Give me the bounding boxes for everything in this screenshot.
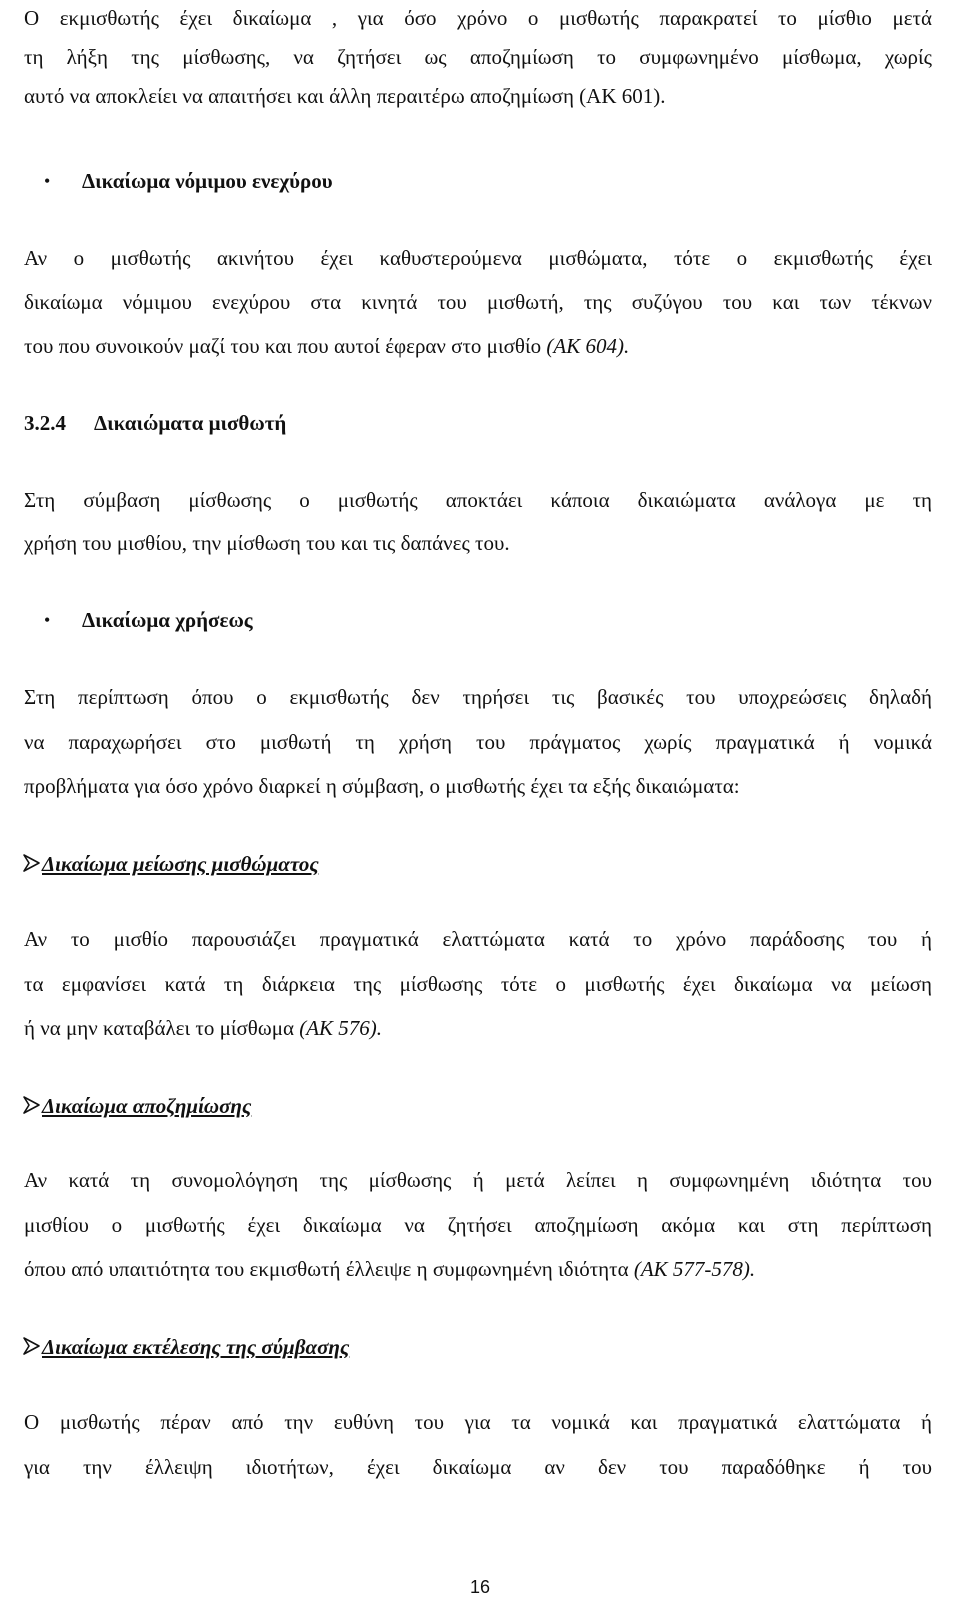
paragraph-line: Στη σύμβαση μίσθωσης ο μισθωτής αποκτάει κάποια δικαιώματα ανάλογα με τη: [24, 488, 932, 512]
paragraph-line: Στη περίπτωση όπου ο εκμισθωτής δεν τηρήσει τις βασικές του υποχρεώσεις δηλαδή: [24, 685, 932, 709]
paragraph-line: Αν το μισθίο παρουσιάζει πραγματικά ελαττώματα κατά το χρόνο παράδοσης του ή: [24, 927, 932, 951]
subsection-heading: Δικαίωμα αποζημίωσης: [42, 1094, 252, 1118]
bullet-heading: Δικαίωμα νόμιμου ενεχύρου: [82, 169, 333, 193]
section-heading: [24, 410, 932, 436]
paragraph-line: Αν κατά τη συνομολόγηση της μίσθωσης ή μετά λείπει η συμφωνημένη ιδιότητα του: [24, 1168, 932, 1192]
paragraph-line: δικαίωμα νόμιμου ενεχύρου στα κινητά του μισθωτή, της συζύγου του και των τέκνων: [24, 290, 932, 314]
paragraph-line: μισθίου ο μισθωτής έχει δικαίωμα να ζητήσει αποζημίωση ακόμα και στη περίπτωση: [24, 1213, 932, 1237]
bullet-icon: •: [44, 171, 51, 191]
paragraph-line: για την έλλειψη ιδιοτήτων, έχει δικαίωμα αν δεν του παραδόθηκε ή του: [24, 1455, 932, 1479]
paragraph-line: [24, 1256, 932, 1282]
subsection-heading: Δικαίωμα μείωσης μισθώματος: [42, 852, 319, 876]
law-reference: (ΑΚ 604).: [546, 334, 630, 358]
paragraph-line: προβλήματα για όσο χρόνο διαρκεί η σύμβαση, ο μισθωτής έχει τα εξής δικαιώματα:: [24, 774, 740, 798]
paragraph-line: Ο μισθωτής πέραν από την ευθύνη του για τα νομικά και πραγματικά ελαττώματα ή: [24, 1410, 932, 1434]
paragraph-text: όπου από υπαιτιότητα του εκμισθωτή έλλειψε η συμφωνημένη ιδιότητα: [24, 1257, 634, 1281]
paragraph-line: Ο εκμισθωτής έχει δικαίωμα , για όσο χρόνο ο μισθωτής παρακρατεί το μίσθιο μετά: [24, 6, 932, 30]
section-number: 3.2.4: [24, 411, 66, 435]
arrow-bullet-icon: [22, 1336, 42, 1356]
paragraph-line: χρήση του μισθίου, την μίσθωση του και τις δαπάνες του.: [24, 531, 510, 555]
paragraph-line: τα εμφανίσει κατά τη διάρκεια της μίσθωσης τότε ο μισθωτής έχει δικαίωμα να μείωση: [24, 972, 932, 996]
law-reference: (ΑΚ 576).: [299, 1016, 383, 1040]
bullet-icon: •: [44, 610, 51, 630]
paragraph-text: του που συνοικούν μαζί του και που αυτοί έφεραν στο μισθίο: [24, 334, 547, 358]
paragraph-line: Αν ο μισθωτής ακινήτου έχει καθυστερούμενα μισθώματα, τότε ο εκμισθωτής έχει: [24, 246, 932, 270]
paragraph-line: [24, 1015, 932, 1041]
paragraph-line: αυτό να αποκλείει να απαιτήσει και άλλη περαιτέρω αποζημίωση (ΑΚ 601).: [24, 84, 666, 108]
law-reference: (ΑΚ 577-578).: [633, 1257, 756, 1281]
arrow-bullet-icon: [22, 853, 42, 873]
paragraph-text: ή να μην καταβάλει το μίσθωμα: [24, 1016, 300, 1040]
page-number: 16: [469, 1577, 491, 1597]
paragraph-line: να παραχωρήσει στο μισθωτή τη χρήση του πράγματος χωρίς πραγματικά ή νομικά: [24, 730, 932, 754]
arrow-bullet-icon: [22, 1095, 42, 1115]
bullet-heading: Δικαίωμα χρήσεως: [82, 608, 253, 632]
paragraph-line: [24, 333, 932, 359]
section-title: Δικαιώματα μισθωτή: [94, 411, 287, 435]
subsection-heading: Δικαίωμα εκτέλεσης της σύμβασης: [42, 1335, 350, 1359]
paragraph-line: τη λήξη της μίσθωσης, να ζητήσει ως αποζημίωση το συμφωνημένο μίσθωμα, χωρίς: [24, 45, 932, 69]
